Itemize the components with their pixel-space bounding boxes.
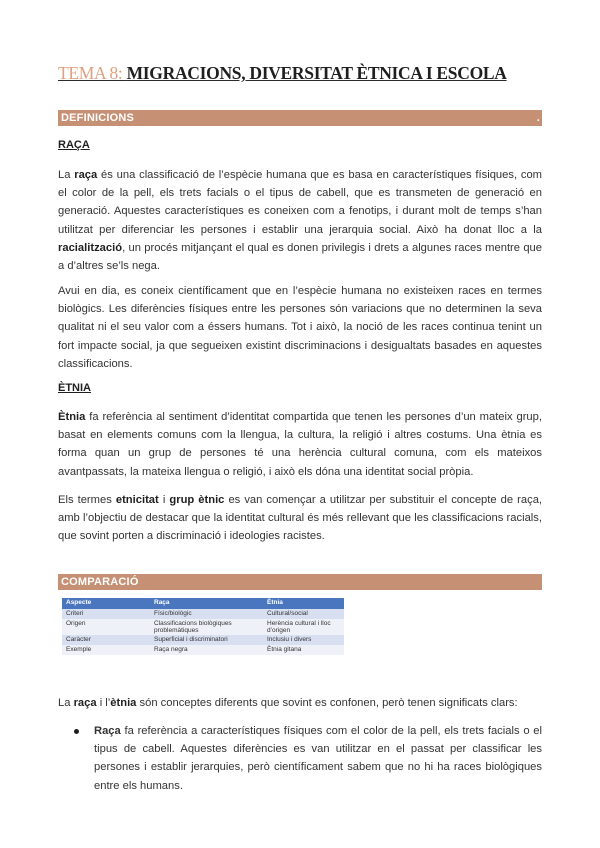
- table-cell: Inclusiu i divers: [263, 635, 344, 645]
- paragraph-etnia-2: [58, 491, 542, 546]
- bold-term-etnicitat: etnicitat: [115, 494, 159, 506]
- table-header-row: [62, 598, 344, 609]
- table-cell: Classificacions biològiques problemàtiques: [150, 619, 263, 635]
- section-bar-mark: .: [536, 112, 540, 124]
- text-run: La: [58, 169, 75, 181]
- table-row: [62, 619, 344, 635]
- text-run: són conceptes diferents que sovint es confonen, però tenen significats clars:: [136, 697, 518, 709]
- table-cell: Cultural/social: [263, 609, 344, 619]
- bold-term-grup-etnic: grup ètnic: [169, 494, 225, 506]
- paragraph-etnia-1: [58, 408, 542, 481]
- title-prefix: TEMA 8:: [58, 63, 123, 83]
- table-cell: Raça negra: [150, 645, 263, 655]
- table-cell: Origen: [62, 619, 150, 635]
- table-header-cell: Aspecte: [62, 598, 150, 609]
- text-run: i l’: [96, 697, 111, 709]
- text-run: i: [158, 494, 170, 506]
- bold-term-raca: raça: [74, 169, 98, 181]
- bold-term-etnia: Ètnia: [58, 411, 86, 423]
- table-cell: Caràcter: [62, 635, 150, 645]
- list-item: [74, 722, 542, 795]
- section-bar-definicions: [58, 110, 542, 126]
- page-title: [58, 63, 507, 84]
- comparison-table: [62, 598, 344, 655]
- table-cell: Físic/biològic: [150, 609, 263, 619]
- table-row: [62, 645, 344, 655]
- table-cell: Ètnia gitana: [263, 645, 344, 655]
- text-run: , un procés mitjançant el qual es donen privilegis i drets a algunes races mentre que a d’altres se’ls nega.: [58, 241, 542, 273]
- paragraph-comparacio-intro: [58, 694, 542, 712]
- table-header-cell: Raça: [150, 598, 263, 609]
- heading-etnia: ÈTNIA: [58, 382, 91, 394]
- table-cell: Superficial i discriminatori: [150, 635, 263, 645]
- text-run: La: [58, 697, 74, 709]
- text-run: Els termes: [58, 494, 116, 506]
- text-run: és una classificació de l’espècie humana que es basa en característiques físiques, com el color de la pell, els trets facials o el tipus de cabell, que es transmeten de generació en generació. Aquestes característiques es coneixen com a fenotips, i durant molt de temps s’han utilitzat per diferenciar les persones i establir una jerarquia social. Això ha donat lloc a la: [58, 169, 542, 236]
- table-cell: Exemple: [62, 645, 150, 655]
- section-title-comparacio: COMPARACIÓ: [61, 576, 139, 588]
- text-run: es van començar a utilitzar per substituir el concepte de raça, amb l’objectiu de destacar que la identitat cultural és més rellevant que les classificacions racials, que sovint porten a discriminació i ideologies racistes.: [58, 494, 543, 543]
- bold-term-raca: raça: [73, 697, 97, 709]
- table-cell: Criteri: [62, 609, 150, 619]
- bold-term-racialitzacio: racialització: [58, 241, 123, 254]
- text-run: fa referència al sentiment d’identitat compartida que tenen les persones d’un mateix grup, basat en elements comuns com la llengua, la cultura, la religió i altres costums. Una ètnia es forma quan un grup de persones té una herència cultural comuna, com els mateixos avantpassats, la mateixa llengua o religió, i això els dóna una identitat social pròpia.: [58, 411, 542, 478]
- table-cell: Herència cultural i lloc d’origen: [263, 619, 344, 635]
- section-bar-comparacio: [58, 574, 542, 590]
- bullet-icon: [74, 729, 79, 734]
- heading-raca: RAÇA: [58, 139, 90, 151]
- paragraph-raca-2: Avui en dia, es coneix científicament que en l’espècie humana no existeixen races en termes biològics. Les diferències físiques entre les persones són variacions que no determinen la seva qualitat ni el seu valor com a éssers humans. Tot i això, la noció de les races continua tenint un fort impacte social, ja que segueixen existint discriminacions i desigualtats basades en aquestes classificacions.: [58, 285, 542, 370]
- table-header-cell: Ètnia: [263, 598, 344, 609]
- section-title-definicions: DEFINICIONS: [61, 112, 135, 124]
- text-run: fa referència a característiques físiques com el color de la pell, els trets facials o el tipus de cabell. Aquestes diferències es van utilitzar en el passat per classificar les persones i establir jerarquies, però científicament sabem que no hi ha races biològiques entre els humans.: [94, 725, 542, 792]
- table-row: [62, 609, 344, 619]
- title-main: MIGRACIONS, DIVERSITAT ÈTNICA I ESCOLA: [126, 63, 507, 83]
- bold-term-etnia: ètnia: [110, 697, 137, 709]
- list-item-text: [94, 722, 542, 795]
- table-row: [62, 635, 344, 645]
- bold-term-raca: Raça: [94, 725, 121, 737]
- paragraph-raca-1: [58, 166, 542, 275]
